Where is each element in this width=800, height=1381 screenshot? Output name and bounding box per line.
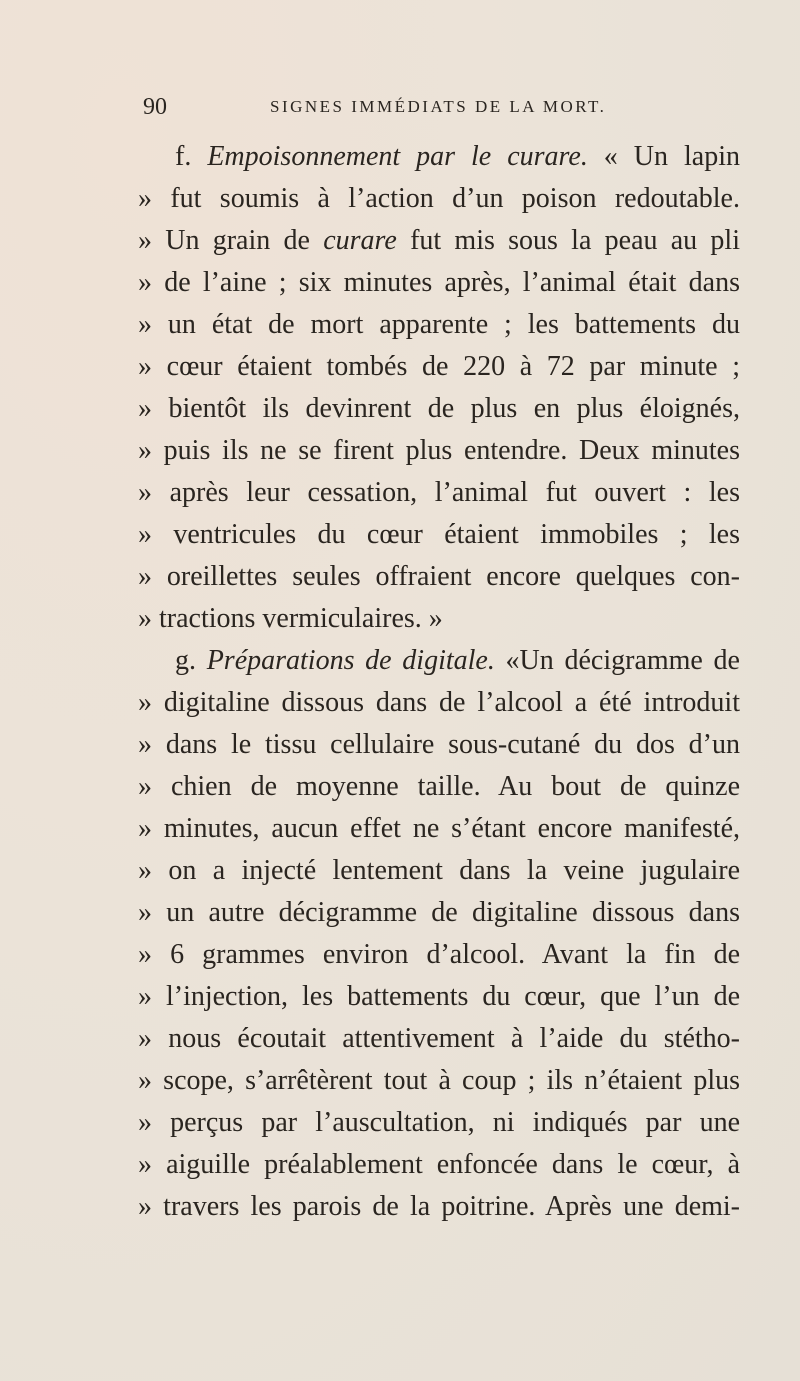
page-number: 90	[143, 94, 167, 120]
text-line	[138, 472, 740, 514]
text-segment: » aiguille préalablement enfoncée dans le cœur, à	[138, 1149, 740, 1180]
text-segment: » dans le tissu cellulaire sous-cutané du dos d’un	[138, 729, 740, 760]
text-segment: » tractions vermiculaires. »	[138, 603, 443, 634]
text-segment: g.	[175, 645, 207, 676]
text-line	[138, 220, 740, 262]
text-line	[138, 514, 740, 556]
text-segment: » perçus par l’auscultation, ni indiqués par une	[138, 1107, 740, 1138]
text-segment: » 6 grammes environ d’alcool. Avant la fin de	[138, 939, 740, 970]
text-segment: » scope, s’arrêtèrent tout à coup ; ils n’étaient plus	[138, 1065, 740, 1096]
text-line	[138, 262, 740, 304]
text-line-content	[138, 724, 740, 766]
text-segment: » oreillettes seules offraient encore quelques con-	[138, 561, 740, 592]
body-text	[138, 136, 740, 1228]
text-segment: » minutes, aucun effet ne s’étant encore manifesté,	[138, 813, 740, 844]
text-line-content	[138, 934, 740, 976]
text-line	[138, 598, 740, 640]
text-line	[138, 892, 740, 934]
text-segment: » travers les parois de la poitrine. Après une demi-	[138, 1191, 740, 1222]
text-segment: » nous écoutait attentivement à l’aide du stétho-	[138, 1023, 740, 1054]
text-line	[138, 1060, 740, 1102]
text-line-content	[138, 682, 740, 724]
text-line-content	[175, 640, 740, 682]
text-line	[138, 640, 740, 682]
italic-text: Préparations de digitale.	[206, 645, 495, 676]
text-line	[138, 724, 740, 766]
text-segment: fut mis sous la peau au pli	[396, 225, 740, 256]
text-line-content	[138, 1018, 740, 1060]
text-line	[138, 388, 740, 430]
text-segment: » puis ils ne se firent plus entendre. Deux minutes	[138, 435, 740, 466]
text-line-content	[175, 136, 740, 178]
text-line-content	[138, 262, 740, 304]
text-line-content	[138, 892, 740, 934]
text-segment: » l’injection, les battements du cœur, que l’un de	[138, 981, 740, 1012]
text-segment: f.	[175, 141, 208, 172]
text-line	[138, 178, 740, 220]
text-line	[138, 1186, 740, 1228]
text-line-content	[138, 1102, 740, 1144]
text-line-content	[138, 388, 740, 430]
text-segment: » un état de mort apparente ; les battements du	[138, 309, 740, 340]
text-line	[138, 1144, 740, 1186]
text-line	[138, 304, 740, 346]
text-line	[138, 766, 740, 808]
text-line	[138, 430, 740, 472]
italic-text: curare	[323, 225, 397, 256]
text-line-content	[138, 808, 740, 850]
text-line-content	[138, 976, 740, 1018]
text-line-content	[138, 346, 740, 388]
text-line	[138, 850, 740, 892]
text-line-content	[138, 1060, 740, 1102]
text-segment: « Un lapin	[587, 141, 740, 172]
text-line-content	[138, 850, 740, 892]
text-line	[138, 556, 740, 598]
text-segment: » Un grain de	[138, 225, 324, 256]
text-segment: » fut soumis à l’action d’un poison redoutable.	[138, 183, 740, 214]
text-line-content	[138, 430, 740, 472]
text-line-content	[138, 1144, 740, 1186]
text-line	[138, 934, 740, 976]
text-line	[138, 136, 740, 178]
text-line-content	[138, 598, 740, 640]
text-segment: » on a injecté lentement dans la veine jugulaire	[138, 855, 740, 886]
text-line-content	[138, 304, 740, 346]
page-header	[143, 94, 740, 124]
text-line	[138, 346, 740, 388]
text-line	[138, 1102, 740, 1144]
text-segment: » après leur cessation, l’animal fut ouvert : les	[138, 477, 740, 508]
text-line	[138, 682, 740, 724]
running-title: SIGNES IMMÉDIATS DE LA MORT.	[270, 97, 607, 116]
text-segment: «Un décigramme de	[494, 645, 740, 676]
text-line	[138, 976, 740, 1018]
text-segment: » digitaline dissous dans de l’alcool a été introduit	[138, 687, 740, 718]
text-segment: » de l’aine ; six minutes après, l’animal était dans	[138, 267, 740, 298]
text-line-content	[138, 472, 740, 514]
text-line-content	[138, 766, 740, 808]
text-line-content	[138, 178, 740, 220]
text-segment: » bientôt ils devinrent de plus en plus éloignés,	[138, 393, 740, 424]
text-line-content	[138, 220, 740, 262]
text-line-content	[138, 556, 740, 598]
text-segment: » un autre décigramme de digitaline dissous dans	[138, 897, 740, 928]
text-segment: » chien de moyenne taille. Au bout de quinze	[138, 771, 740, 802]
text-line-content	[138, 514, 740, 556]
text-line	[138, 1018, 740, 1060]
text-line-content	[138, 1186, 740, 1228]
text-segment: » cœur étaient tombés de 220 à 72 par minute ;	[138, 351, 740, 382]
italic-text: Empoisonnement par le curare.	[207, 141, 588, 172]
text-line	[138, 808, 740, 850]
text-segment: » ventricules du cœur étaient immobiles ; les	[138, 519, 740, 550]
